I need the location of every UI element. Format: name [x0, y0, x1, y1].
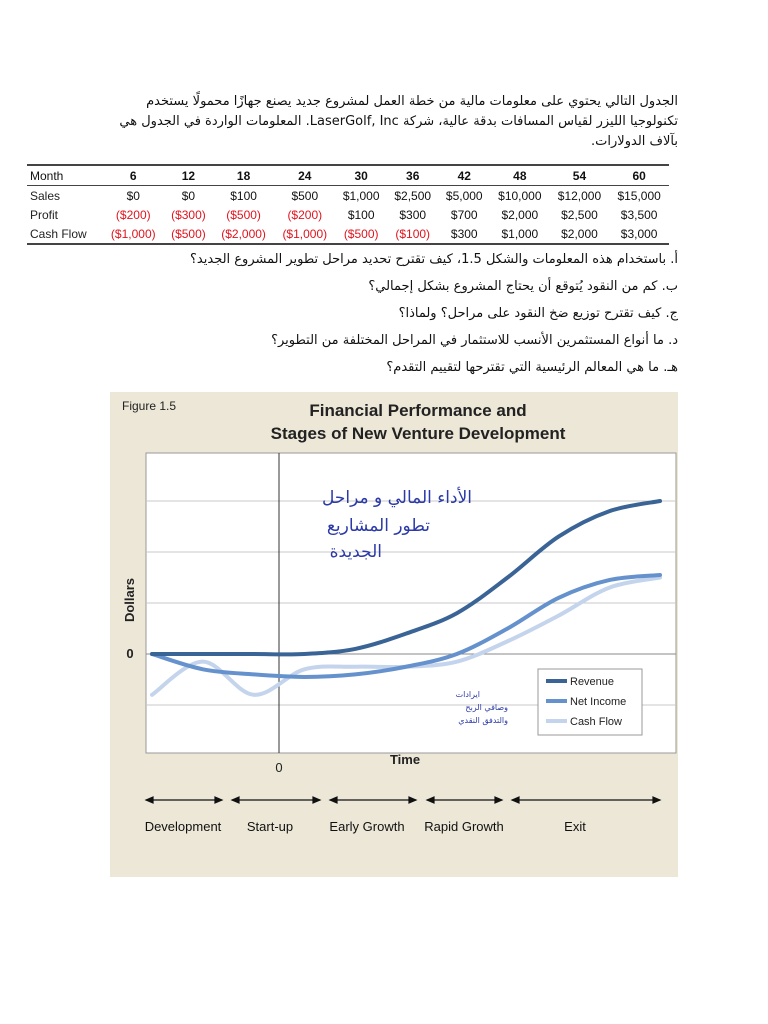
x-axis-label: Time	[389, 752, 421, 767]
table-cell: ($1,000)	[282, 226, 328, 241]
month-header: 18	[236, 168, 251, 183]
intro-paragraph	[110, 92, 678, 152]
stage-arrow	[232, 797, 320, 803]
financial-table	[27, 164, 669, 245]
question-list	[150, 250, 678, 385]
question-e: هـ. ما هي المعالم الرئيسية التي تقترحها لتقييم التقدم؟	[386, 360, 678, 375]
table-cell: ($200)	[115, 207, 151, 222]
handwritten-title-line: تطور المشاريع	[326, 516, 430, 536]
table-cell: $3,000	[620, 226, 658, 241]
stage-labels	[145, 819, 587, 834]
table-cell: $300	[450, 226, 478, 241]
table-cell: ($500)	[226, 207, 261, 222]
table-cell: $5,000	[445, 188, 483, 203]
table-cell: $1,000	[342, 188, 380, 203]
row-label: Sales	[30, 188, 61, 203]
month-header: 12	[181, 168, 196, 183]
intro-line: بآلاف الدولارات.	[591, 134, 678, 149]
y-zero-label: 0	[126, 646, 134, 661]
month-header: 42	[457, 168, 471, 183]
table-cell: $2,000	[501, 207, 539, 222]
table-row	[27, 205, 669, 224]
question-d: د. ما أنواع المستثمرين الأنسب للاستثمار في المراحل المختلفة من التطوير؟	[271, 333, 678, 348]
table-row	[27, 224, 669, 244]
figure-svg	[110, 392, 678, 877]
legend-label-revenue: Revenue	[570, 676, 615, 688]
table-cell: $3,500	[620, 207, 658, 222]
table-cell: $2,500	[394, 188, 432, 203]
stage-arrows	[146, 797, 660, 803]
table-cell: $700	[450, 207, 478, 222]
handwritten-note-line: ايرادات	[455, 690, 480, 699]
table-cell: $0	[126, 188, 140, 203]
stage-label-development: Development	[144, 819, 222, 834]
stage-arrow	[512, 797, 660, 803]
stage-arrow	[427, 797, 502, 803]
stage-label-early-growth: Early Growth	[329, 819, 405, 834]
stage-label-exit: Exit	[564, 819, 586, 834]
stage-label-rapid-growth: Rapid Growth	[424, 819, 504, 834]
month-header: 48	[513, 168, 527, 183]
table-cell: ($100)	[395, 226, 431, 241]
intro-line: الجدول التالي يحتوي على معلومات مالية من خطة العمل لمشروع جديد يصنع جهازًا محمولًا يستخدم	[146, 94, 678, 109]
table-header-label: Month	[30, 168, 64, 183]
table-cell: ($1,000)	[110, 226, 156, 241]
figure-title-line1: Financial Performance and	[309, 401, 527, 420]
month-header: 54	[572, 168, 587, 183]
legend-label-net-income: Net Income	[570, 696, 627, 708]
table-header-row	[27, 165, 669, 186]
stage-label-start-up: Start-up	[246, 819, 294, 834]
handwritten-title-line: الأداء المالي و مراحل	[322, 488, 472, 508]
table-cell: $1,000	[501, 226, 539, 241]
question-b: ب. كم من النقود يُتوقع أن يحتاج المشروع بشكل إجمالي؟	[368, 279, 678, 294]
x-zero-label: 0	[275, 760, 283, 775]
table-cell: $100	[347, 207, 375, 222]
table-cell: ($200)	[287, 207, 323, 222]
month-header: 36	[406, 168, 420, 183]
month-header: 24	[298, 168, 312, 183]
table-cell: $10,000	[498, 188, 542, 203]
figure-label: Figure 1.5	[122, 399, 177, 413]
handwritten-title-line: الجديدة	[329, 542, 382, 562]
figure-1-5	[110, 392, 678, 877]
table-cell: $15,000	[617, 188, 661, 203]
table-row	[27, 186, 669, 206]
row-label: Profit	[30, 207, 59, 222]
table-cell: $12,000	[557, 188, 602, 203]
question-a: أ. باستخدام هذه المعلومات والشكل 1.5، كيف تقترح تحديد مراحل تطوير المشروع الجديد؟	[190, 252, 678, 267]
legend-label-cash-flow: Cash Flow	[570, 716, 622, 728]
table-cell: $300	[399, 207, 427, 222]
table-cell: ($500)	[343, 226, 379, 241]
figure-title-line2: Stages of New Venture Development	[270, 424, 566, 443]
month-header: 6	[129, 168, 137, 183]
table-cell: $2,500	[561, 207, 598, 222]
handwritten-note-line: والتدفق النقدي	[458, 716, 508, 725]
row-label: Cash Flow	[30, 226, 87, 241]
table-cell: $100	[230, 188, 257, 203]
stage-arrow	[330, 797, 416, 803]
table-cell: $500	[291, 188, 319, 203]
month-header: 30	[354, 168, 368, 183]
table-cell: ($2,000)	[221, 226, 266, 241]
handwritten-note-line: وصافي الربح	[465, 703, 508, 712]
chart-legend	[538, 669, 642, 735]
stage-arrow	[146, 797, 222, 803]
month-header: 60	[632, 168, 646, 183]
table-cell: $0	[181, 188, 196, 203]
y-axis-label: Dollars	[122, 577, 137, 623]
intro-line: تكنولوجيا الليزر لقياس المسافات بدقة عالية، شركة LaserGolf, Inc. المعلومات الواردة في الجدول هي	[119, 114, 678, 129]
table-cell: ($300)	[171, 207, 206, 222]
table-cell: ($500)	[171, 226, 206, 241]
table-cell: $2,000	[561, 226, 598, 241]
question-c: ج. كيف تقترح توزيع ضخ النقود على مراحل؟ ولماذا؟	[398, 306, 678, 321]
